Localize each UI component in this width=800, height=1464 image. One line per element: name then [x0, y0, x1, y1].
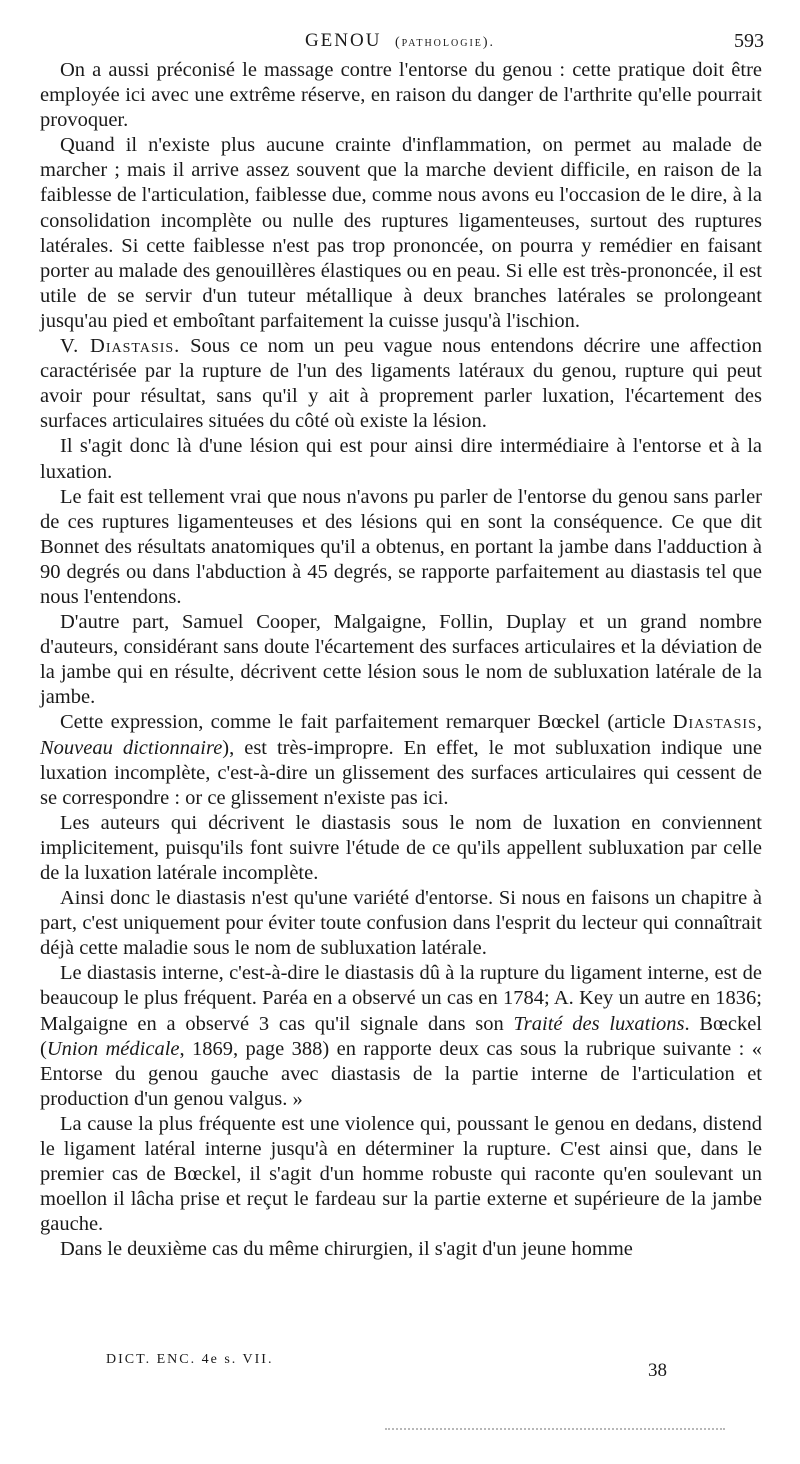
- paragraph-deuxieme: Dans le deuxième cas du même chirurgien, il s'agit d'un jeune homme: [60, 1238, 633, 1261]
- bottom-dotted-rule: [385, 1428, 725, 1430]
- paragraph-faiblesse: Quand il n'existe plus aucune crainte d'inflammation, on permet au malade de marcher ; mais il arrive assez souvent que la marche devient difficile, en raison de la faiblesse de l'articulation, faiblesse due, comme nous avons eu l'occasion de le dire, à la consolidation incomplète ou nulle des ruptures ligamenteuses, surtout des ruptures latérales. Si cette faiblesse n'est pas trop prononcée, on pourra y remédier en faisant porter au malade des genouillères élastiques ou en peau. Si elle est très-prononcée, il est utile de se servir d'un tuteur métallique à deux branches latérales se prolongeant jusqu'au pied et emboîtant parfaitement la cuisse jusqu'à l'ischion.: [40, 134, 762, 332]
- diastasis-intro-text: Sous ce nom un peu vague nous entendons décrire une affection caractérisée par la rupture de l'un des ligaments latéraux du genou, rupture qui peut avoir pour résultat, sans qu'il y ait à proprement parler luxation, l'écartement des surfaces articulaires situées du côté où existe la lésion.: [40, 335, 762, 433]
- paragraph-interne: [40, 961, 762, 1112]
- paragraph-ainsi: Ainsi donc le diastasis n'est qu'une variété d'entorse. Si nous en faisons un chapitre à part, c'est uniquement pour éviter toute confusion dans l'esprit du lecteur qui connaîtrait déjà cette maladie sous le nom de subluxation latérale.: [40, 887, 762, 960]
- expression-smallcaps: Diastasis: [672, 711, 757, 734]
- running-title-sub: (pathologie).: [394, 35, 496, 50]
- expression-italic: Nouveau dictionnaire: [40, 736, 223, 759]
- running-title: [0, 30, 800, 52]
- paragraph-lesion: Il s'agit donc là d'une lésion qui est pour ainsi dire intermédiaire à l'entorse et à la luxation.: [40, 435, 762, 483]
- interne-text-1: Le diastasis interne, c'est-à-dire le diastasis dû à la rupture du ligament interne, est de beaucoup le plus fréquent. Paréa en a observé un cas en 1784; A. Key un autre en 1836; Malgaigne en a observé 3 cas qu'il signale dans son: [40, 962, 762, 1035]
- page-footer: [0, 1352, 800, 1392]
- paragraph-auteurs: Les auteurs qui décrivent le diastasis sous le nom de luxation en conviennent implicitement, puisqu'ils font suivre l'étude de ce qu'ils appellent subluxation par celle de la luxation latérale incomplète.: [40, 811, 762, 884]
- paragraph-expression: [40, 710, 762, 810]
- footer-signature: DICT. ENC. 4e s. VII.: [106, 1352, 274, 1367]
- body-text: [40, 58, 762, 1263]
- expression-comma: ,: [756, 711, 762, 734]
- interne-italic-2: Union médicale: [46, 1037, 180, 1060]
- running-title-main: GENOU: [304, 30, 382, 51]
- paragraph-fait: Le fait est tellement vrai que nous n'avons pu parler de l'entorse du genou sans parler de ces ruptures ligamenteuses et des lésions qui en sont la conséquence. Ce que dit Bonnet des résultats anatomiques qu'il a obtenus, en portant la jambe dans l'adduction à 90 degrés ou dans l'abduction à 45 degrés, se rapporte parfaitement au diastasis tel que nous l'entendons.: [40, 485, 762, 608]
- expression-text-1: Cette expression, comme le fait parfaitement remarquer Bœckel (article: [60, 711, 673, 734]
- paragraph-diastasis: [40, 334, 762, 434]
- interne-italic-1: Traité des luxations: [513, 1012, 685, 1035]
- interne-text-3: , 1869, page 388) en rapporte deux cas sous la rubrique suivante : « Entorse du genou gauche avec diastasis de la partie interne de l'articulation et production d'un genou valgus. »: [40, 1037, 762, 1110]
- page-header: [0, 30, 800, 58]
- expression-text-2: ), est très-impropre. En effet, le mot subluxation indique une luxation incomplète, c'est-à-dire un glissement des surfaces articulaires qui cessent de se correspondre : or ce glissement n'existe pas ici.: [40, 736, 762, 809]
- footer-sheet-number: 38: [648, 1360, 667, 1381]
- paragraph-autre-part: D'autre part, Samuel Cooper, Malgaigne, Follin, Duplay et un grand nombre d'auteurs, considérant sans doute l'écartement des surfaces articulaires et la déviation de la jambe qui en résulte, décrivent cette lésion sous le nom de subluxation latérale de la jambe.: [40, 611, 762, 709]
- interne-text-2: . Bœckel (: [40, 1012, 762, 1060]
- page-number: 593: [734, 30, 764, 52]
- section-heading-diastasis: V. Diastasis.: [60, 335, 181, 358]
- paragraph-cause: La cause la plus fréquente est une violence qui, poussant le genou en dedans, distend le ligament latéral interne jusqu'à en déterminer la rupture. C'est ainsi que, dans le premier cas de Bœckel, il s'agit d'un homme robuste qui raconte qu'en soulevant un moellon il lâcha prise et reçut le fardeau sur la partie externe et supérieure de la jambe gauche.: [40, 1112, 762, 1236]
- paragraph-massage: On a aussi préconisé le massage contre l'entorse du genou : cette pratique doit être employée ici avec une extrême réserve, en raison du danger de l'arthrite qu'elle pourrait provoquer.: [40, 59, 762, 132]
